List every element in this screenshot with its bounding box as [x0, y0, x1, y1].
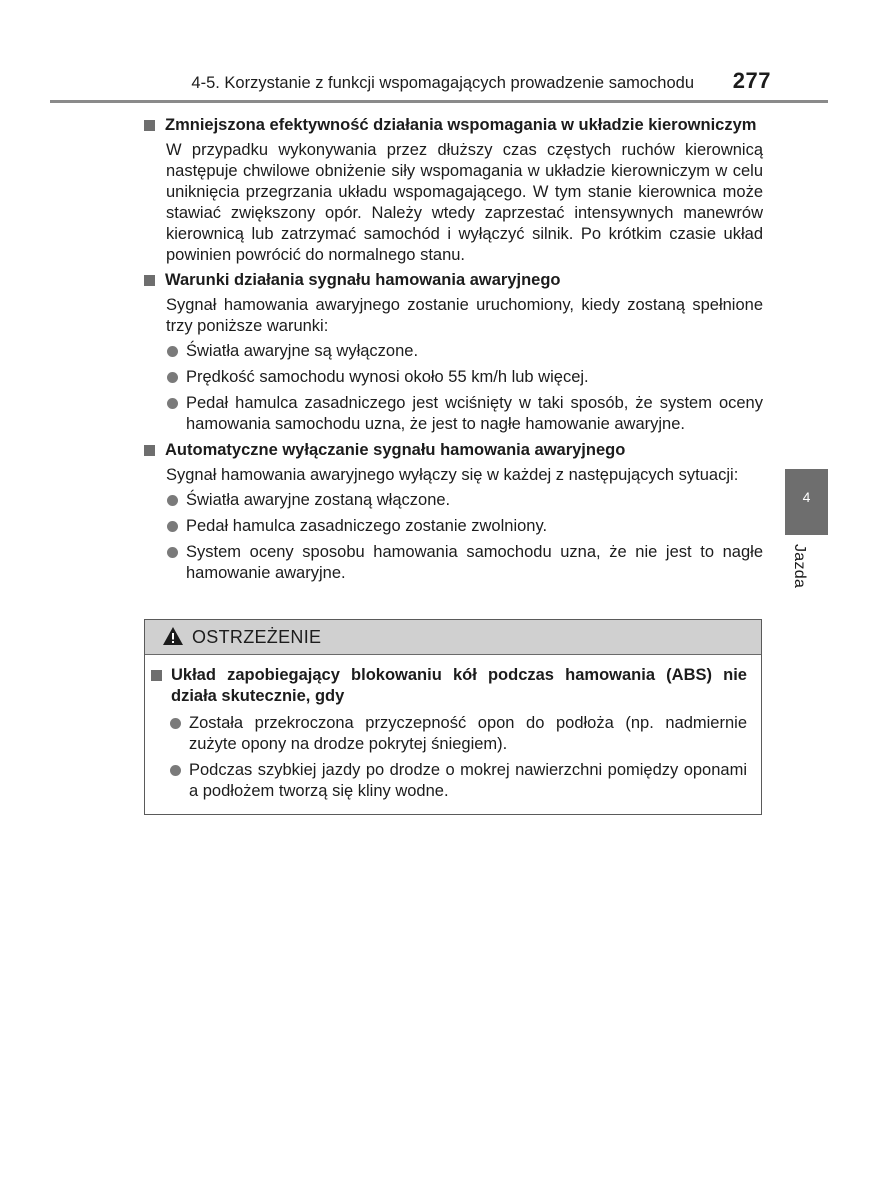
section-title: Zmniejszona efektywność działania wspomagania w układzie kierowniczym: [165, 116, 757, 134]
list-item: Pedał hamulca zasadniczego jest wciśnięty w taki sposób, że system oceny hamowania samochodu uzna, że jest to nagłe hamowanie awaryjne.: [166, 393, 763, 435]
section-emergency-signal-off: [143, 440, 763, 584]
bullet-dot-icon: [167, 495, 178, 506]
section-steering-assist: [143, 115, 763, 266]
bullet-dot-icon: [167, 521, 178, 532]
section-paragraph: Sygnał hamowania awaryjnego zostanie uruchomiony, kiedy zostaną spełnione trzy poniższe warunki:: [166, 296, 763, 335]
main-content: [143, 115, 763, 589]
square-bullet-icon: [151, 670, 162, 681]
list-item: Podczas szybkiej jazdy po drodze o mokrej nawierzchni pomiędzy oponami a podłożem tworzą się kliny wodne.: [169, 760, 747, 802]
section-paragraph: Sygnał hamowania awaryjnego wyłączy się w każdej z następujących sytuacji:: [166, 466, 739, 484]
page-header: [50, 62, 828, 103]
section-title: Automatyczne wyłączanie sygnału hamowania awaryjnego: [165, 441, 626, 459]
section-paragraph: W przypadku wykonywania przez dłuższy czas częstych ruchów kierownicą następuje chwilowe obniżenie siły wspomagania w układzie kierowniczym w celu uniknięcia przegrzania układu wspomagającego. W tym stanie kierownica może stawiać zwiększony opór. Należy wtedy zaprzestać intensywnych manewrów kierownicą lub zatrzymać samochód i wyłączyć silnik. Po krótkim czasie układ powinien powrócić do normalnego stanu.: [166, 141, 763, 264]
bullet-dot-icon: [167, 372, 178, 383]
list-item: Światła awaryjne są wyłączone.: [166, 341, 763, 362]
chapter-label: Jazda: [791, 544, 808, 589]
list-item: Pedał hamulca zasadniczego zostanie zwolniony.: [166, 516, 763, 537]
warning-triangle-icon: [162, 626, 184, 646]
warning-title: Układ zapobiegający blokowaniu kół podczas hamowania (ABS) nie działa skutecznie, gdy: [171, 666, 747, 705]
bullet-dot-icon: [170, 718, 181, 729]
section-title: Warunki działania sygnału hamowania awaryjnego: [165, 271, 561, 289]
warning-body: [145, 655, 761, 802]
bullet-list: [143, 341, 763, 435]
bullet-dot-icon: [170, 765, 181, 776]
bullet-dot-icon: [167, 346, 178, 357]
header-title: 4-5. Korzystanie z funkcji wspomagających prowadzenie samochodu: [191, 74, 694, 92]
square-bullet-icon: [144, 275, 155, 286]
list-item: System oceny sposobu hamowania samochodu uzna, że nie jest to nagłe hamowanie awaryjne.: [166, 542, 763, 584]
bullet-dot-icon: [167, 547, 178, 558]
warning-label: OSTRZEŻENIE: [192, 627, 322, 647]
warning-header: [145, 620, 761, 655]
chapter-number: 4: [802, 489, 811, 505]
square-bullet-icon: [144, 120, 155, 131]
square-bullet-icon: [144, 445, 155, 456]
warning-box: [144, 619, 762, 815]
list-item: Światła awaryjne zostaną włączone.: [166, 490, 763, 511]
bullet-dot-icon: [167, 398, 178, 409]
list-item: Prędkość samochodu wynosi około 55 km/h lub więcej.: [166, 367, 763, 388]
page-number: 277: [732, 68, 771, 93]
chapter-tab: [785, 469, 828, 535]
list-item: Została przekroczona przyczepność opon do podłoża (np. nadmiernie zużyte opony na drodze pokrytej śniegiem).: [169, 713, 747, 755]
section-emergency-signal-conditions: [143, 270, 763, 435]
bullet-list: [143, 490, 763, 584]
bullet-list: [151, 713, 747, 802]
